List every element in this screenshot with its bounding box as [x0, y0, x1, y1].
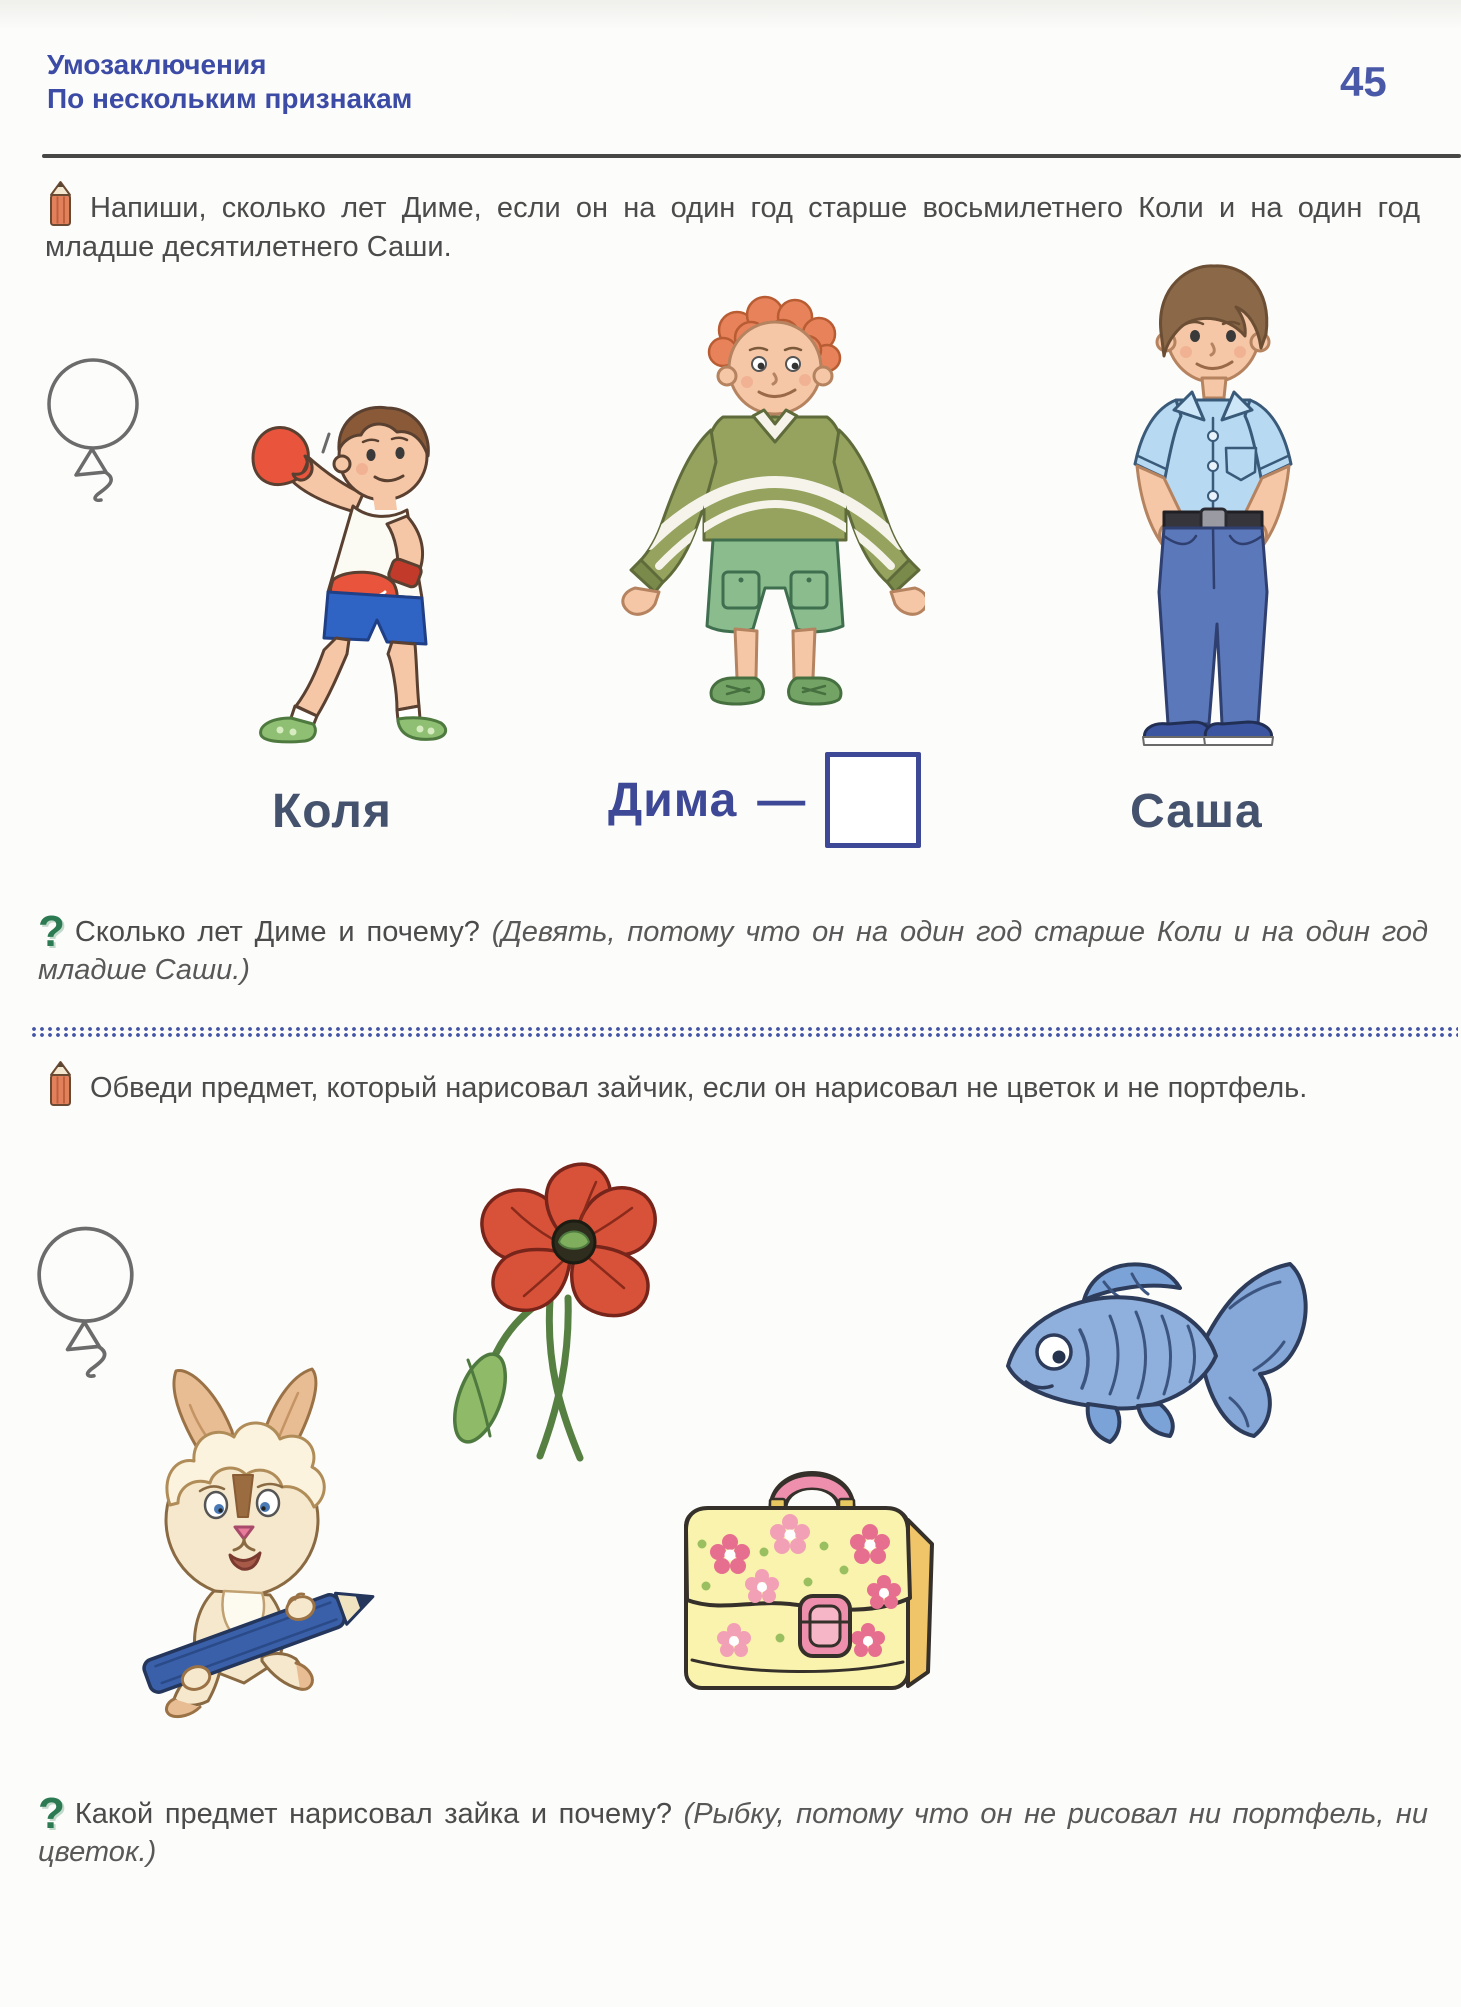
balloon-icon — [36, 1220, 136, 1378]
dima-answer-row — [608, 750, 921, 850]
page-number: 45 — [1340, 58, 1387, 105]
pencil-icon — [45, 180, 76, 228]
dash: — — [757, 773, 806, 827]
question2-prompt: Какой предмет нарисовал зайка и почему? — [74, 1798, 672, 1830]
dotted-divider — [30, 1026, 1458, 1037]
boy-sasha-illustration — [1098, 252, 1328, 747]
sasha-label: Саша — [1130, 785, 1263, 838]
task2-instruction — [45, 1060, 1420, 1108]
balloon-icon — [46, 352, 141, 502]
task1-text: Напиши, сколько лет Диме, если он на один год старше восьмилетнего Коли и на один год младше десятилетнего Саши. — [45, 192, 1420, 263]
boy-kolya-illustration — [225, 392, 460, 744]
poppy-flower-illustration[interactable] — [428, 1148, 663, 1463]
age-answer-box[interactable] — [825, 752, 921, 848]
question-icon: ? — [38, 1789, 65, 1838]
pencil-icon — [45, 1060, 76, 1108]
rabbit-with-pencil-illustration — [112, 1365, 407, 1730]
section-title-line2: По нескольким признакам — [47, 83, 413, 114]
school-bag-illustration[interactable] — [672, 1452, 957, 1707]
question-icon: ? — [38, 907, 65, 956]
dima-label: Дима — [608, 773, 738, 827]
fish-illustration[interactable] — [992, 1238, 1317, 1468]
question2-answer: (Рыбку, потому что он не рисовал ни портфель, ни цветок.) — [38, 1798, 1428, 1868]
question2-block — [38, 1789, 1428, 1871]
header-rule — [42, 154, 1461, 158]
question1-prompt: Сколько лет Диме и почему? — [74, 916, 480, 948]
kolya-label: Коля — [272, 785, 392, 838]
section-title — [47, 48, 412, 116]
question1-answer: (Девять, потому что он на один год старше Коли и на один год младше Саши.) — [38, 916, 1428, 986]
task2-text: Обведи предмет, который нарисовал зайчик, если он нарисовал не цветок и не портфель. — [90, 1072, 1308, 1104]
boy-dima-illustration — [615, 282, 925, 747]
question1-block — [38, 907, 1428, 989]
section-title-line1: Умозаключения — [47, 49, 267, 80]
